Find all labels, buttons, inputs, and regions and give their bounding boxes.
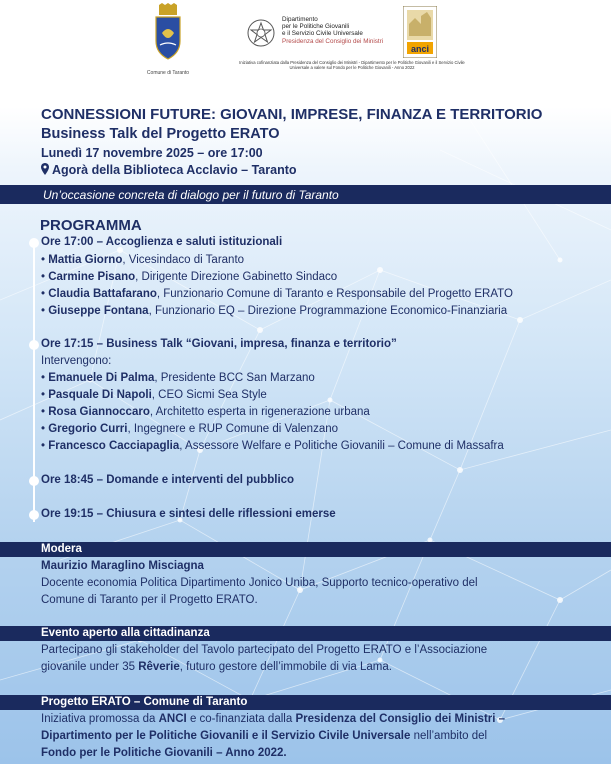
speaker-role: , Presidente BCC San Marzano bbox=[154, 372, 315, 384]
dip-line4: Presidenza del Consiglio dei Ministri bbox=[282, 37, 384, 45]
location-pin-icon bbox=[41, 163, 49, 175]
speaker-role: , Ingegnere e RUP Comune di Valenzano bbox=[127, 423, 339, 435]
open-event-line1: Partecipano gli stakeholder del Tavolo partecipato del Progetto ERATO e l’Associazione bbox=[41, 644, 488, 656]
moderator-desc-line2: Comune di Taranto per il Progetto ERATO. bbox=[41, 594, 258, 606]
speaker-role: , Architetto esperta in rigenerazione urbana bbox=[149, 406, 370, 418]
erato-heading: Progetto ERATO – Comune di Taranto bbox=[41, 696, 248, 708]
open-event-band bbox=[0, 626, 611, 641]
speaker-role: , Vicesindaco di Taranto bbox=[122, 254, 245, 266]
modera-band bbox=[0, 542, 611, 557]
timeline-dot bbox=[29, 476, 39, 486]
header-funding-note: Iniziativa cofinanziata dalla Presidenza del Consiglio dei Ministri - Dipartimento per le Politiche Giovanili e il Servizio Civile Universale a valere sul Fondo per le Politiche Giovanili - Anno 2022 bbox=[239, 60, 465, 70]
event-title: CONNESSIONI FUTURE: GIOVANI, IMPRESE, FINANZA E TERRITORIO bbox=[41, 106, 543, 123]
speaker-role: , CEO Sicmi Sea Style bbox=[151, 389, 267, 401]
speaker-item: • Francesco Cacciapaglia, Assessore Welfare e Politiche Giovanili – Comune di Massafra bbox=[41, 440, 504, 452]
speaker-role: , Funzionario EQ – Direzione Programmazione Economico-Finanziaria bbox=[148, 305, 508, 317]
dip-line3: e il Servizio Civile Universale bbox=[282, 30, 363, 38]
dip-line2: per le Politiche Giovanili bbox=[282, 23, 350, 31]
anci-label: anci bbox=[410, 44, 430, 54]
speaker-name: Francesco Cacciapaglia bbox=[48, 440, 180, 452]
presidenza-name: Presidenza del Consiglio dei Ministri – bbox=[295, 713, 506, 725]
speaker-item: • Gregorio Curri, Ingegnere e RUP Comune di Valenzano bbox=[41, 423, 339, 435]
text-run: nell’ambito del bbox=[410, 730, 488, 742]
timeline-dot bbox=[29, 340, 39, 350]
speaker-name: Emanuele Di Palma bbox=[48, 372, 155, 384]
text-run: , futuro gestore dell’immobile di via Lama. bbox=[179, 661, 392, 673]
event-place bbox=[41, 163, 297, 177]
speaker-item: • Rosa Giannoccaro, Architetto esperta in rigenerazione urbana bbox=[41, 406, 370, 418]
speaker-role: , Dirigente Direzione Gabinetto Sindaco bbox=[135, 271, 338, 283]
crest-icon bbox=[153, 3, 183, 63]
speaker-item: • Mattia Giorno, Vicesindaco di Taranto bbox=[41, 254, 245, 266]
speaker-name: Claudia Battafarano bbox=[48, 288, 157, 300]
speaker-item: • Emanuele Di Palma, Presidente BCC San Marzano bbox=[41, 372, 315, 384]
speaker-role: , Funzionario Comune di Taranto e Responsabile del Progetto ERATO bbox=[156, 288, 513, 300]
session-1-title: Ore 17:00 – Accoglienza e saluti istituzionali bbox=[41, 236, 283, 248]
italy-emblem-icon bbox=[246, 18, 276, 48]
speaker-name: Mattia Giorno bbox=[48, 254, 123, 266]
speaker-item: • Claudia Battafarano, Funzionario Comune di Taranto e Responsabile del Progetto ERATO bbox=[41, 288, 513, 300]
erato-line3: Fondo per le Politiche Giovanili – Anno 2022. bbox=[41, 747, 287, 759]
speaker-name: Carmine Pisano bbox=[48, 271, 136, 283]
erato-line2 bbox=[41, 730, 487, 742]
anci-logo bbox=[403, 6, 437, 58]
speaker-item: • Pasquale Di Napoli, CEO Sicmi Sea Style bbox=[41, 389, 267, 401]
open-event-heading: Evento aperto alla cittadinanza bbox=[41, 627, 210, 639]
moderator-name: Maurizio Maraglino Misciagna bbox=[41, 560, 204, 572]
erato-line1 bbox=[41, 713, 505, 725]
event-subtitle: Business Talk del Progetto ERATO bbox=[41, 126, 280, 142]
moderator-desc-line1: Docente economia Politica Dipartimento Jonico Uniba, Supporto tecnico-operativo del bbox=[41, 577, 478, 589]
timeline-dot bbox=[29, 510, 39, 520]
taranto-caption: Comune di Taranto bbox=[146, 70, 190, 76]
association-name: Rêverie bbox=[138, 661, 180, 673]
session-4-title: Ore 19:15 – Chiusura e sintesi delle riflessioni emerse bbox=[41, 508, 336, 520]
taranto-crest-logo bbox=[146, 3, 190, 76]
anci-name: ANCI bbox=[158, 713, 187, 725]
speaker-role: , Assessore Welfare e Politiche Giovanili – Comune di Massafra bbox=[179, 440, 504, 452]
text-run: Iniziativa promossa da bbox=[41, 713, 159, 725]
program-heading: PROGRAMMA bbox=[40, 217, 142, 234]
timeline-dot bbox=[29, 238, 39, 248]
open-event-line2 bbox=[41, 661, 392, 673]
speaker-name: Gregorio Curri bbox=[48, 423, 128, 435]
tagline-text: Un’occasione concreta di dialogo per il futuro di Taranto bbox=[43, 188, 339, 202]
text-run: giovanile under 35 bbox=[41, 661, 139, 673]
speaker-item: • Carmine Pisano, Dirigente Direzione Gabinetto Sindaco bbox=[41, 271, 338, 283]
event-place-text: Agorà della Biblioteca Acclavio – Taranto bbox=[52, 163, 297, 177]
event-date: Lunedì 17 novembre 2025 – ore 17:00 bbox=[41, 146, 263, 160]
speaker-name: Giuseppe Fontana bbox=[48, 305, 149, 317]
speaker-name: Rosa Giannoccaro bbox=[48, 406, 150, 418]
erato-band bbox=[0, 695, 611, 710]
modera-heading: Modera bbox=[41, 543, 82, 555]
dipartimento-name: Dipartimento per le Politiche Giovanili e il Servizio Civile Universale bbox=[41, 730, 411, 742]
session-3-title: Ore 18:45 – Domande e interventi del pubblico bbox=[41, 474, 295, 486]
speaker-item: • Giuseppe Fontana, Funzionario EQ – Direzione Programmazione Economico-Finanziaria bbox=[41, 305, 508, 317]
text-run: e co-finanziata dalla bbox=[186, 713, 296, 725]
speaker-name: Pasquale Di Napoli bbox=[48, 389, 152, 401]
dip-line1: Dipartimento bbox=[282, 16, 318, 23]
session-2-title: Ore 17:15 – Business Talk “Giovani, impresa, finanza e territorio” bbox=[41, 338, 397, 350]
session-2-intro: Intervengono: bbox=[41, 355, 112, 367]
tagline-band bbox=[0, 185, 611, 204]
